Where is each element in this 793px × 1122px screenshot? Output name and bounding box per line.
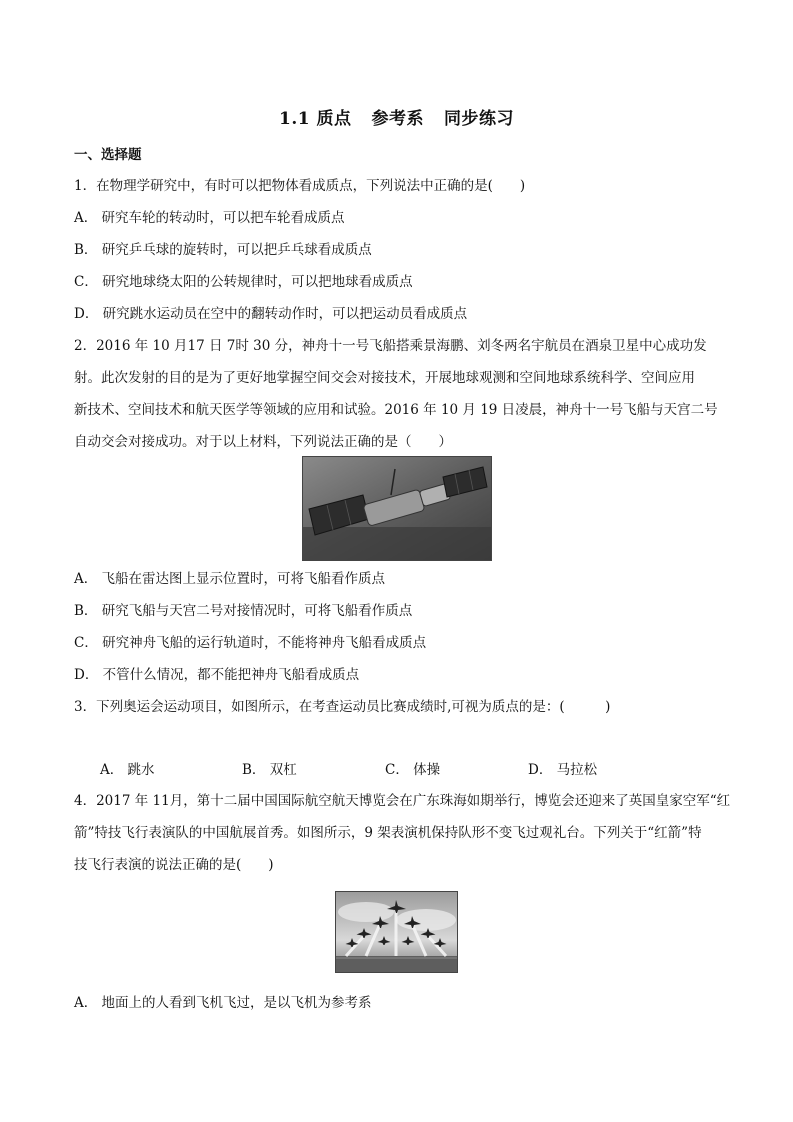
q4-stem-line-1: 4．2017 年 11月，第十二届中国国际航空航天博览会在广东珠海如期举行，博览会还迎来了英国皇家空军“红: [74, 793, 731, 809]
title-part-3: 同步练习: [444, 109, 514, 129]
q1-option-a: A． 研究车轮的转动时，可以把车轮看成质点: [74, 210, 345, 226]
title-part-2: 参考系: [371, 109, 424, 129]
q4-option-a: A． 地面上的人看到飞机飞过，是以飞机为参考系: [74, 995, 372, 1011]
q2-stem-line-4: 自动交会对接成功。对于以上材料，下列说法正确的是（ ）: [74, 434, 452, 450]
spacecraft-photo: [302, 456, 492, 561]
q2-option-b: B． 研究飞船与天宫二号对接情况时，可将飞船看作质点: [74, 603, 413, 619]
q3-stem: 3．下列奥运会运动项目，如图所示，在考查运动员比赛成绩时,可视为质点的是：( ): [74, 699, 611, 715]
q3-option-a: A． 跳水: [100, 762, 155, 778]
q3-option-d: D． 马拉松: [528, 762, 598, 778]
red-arrows-photo: [335, 891, 458, 973]
q1-option-c: C． 研究地球绕太阳的公转规律时，可以把地球看成质点: [74, 274, 413, 290]
q2-stem-line-1: 2．2016 年 10 月17 日 7时 30 分，神舟十一号飞船搭乘景海鹏、刘冬两名宇航员在酒泉卫星中心成功发: [74, 338, 707, 354]
q4-stem-line-3: 技飞行表演的说法正确的是( ): [74, 857, 274, 873]
title-part-1: 1.1 质点: [279, 109, 352, 129]
q2-option-a: A． 飞船在雷达图上显示位置时，可将飞船看作质点: [74, 571, 386, 587]
q1-option-d: D． 研究跳水运动员在空中的翻转动作时，可以把运动员看成质点: [74, 306, 468, 322]
section-heading: 一、选择题: [74, 147, 142, 163]
q4-stem-line-2: 箭”特技飞行表演队的中国航展首秀。如图所示，9 架表演机保持队形不变飞过观礼台。下列关于“红箭”特: [74, 825, 702, 841]
q1-stem: 1．在物理学研究中，有时可以把物体看成质点，下列说法中正确的是( ): [74, 178, 526, 194]
q2-stem-line-3: 新技术、空间技术和航天医学等领域的应用和试验。2016 年 10 月 19 日凌晨，神舟十一号飞船与天宫二号: [74, 402, 718, 418]
page-title: [0, 104, 793, 129]
q3-option-c: C． 体操: [385, 762, 441, 778]
q1-option-b: B． 研究乒乓球的旋转时，可以把乒乓球看成质点: [74, 242, 372, 258]
q2-option-c: C． 研究神舟飞船的运行轨道时，不能将神舟飞船看成质点: [74, 635, 427, 651]
q3-option-b: B． 双杠: [242, 762, 297, 778]
aircraft-formation-image: [336, 892, 457, 972]
spacecraft-image: [303, 457, 491, 560]
q2-stem-line-2: 射。此次发射的目的是为了更好地掌握空间交会对接技术，开展地球观测和空间地球系统科学、空间应用: [74, 370, 695, 386]
q2-option-d: D． 不管什么情况，都不能把神舟飞船看成质点: [74, 667, 360, 683]
